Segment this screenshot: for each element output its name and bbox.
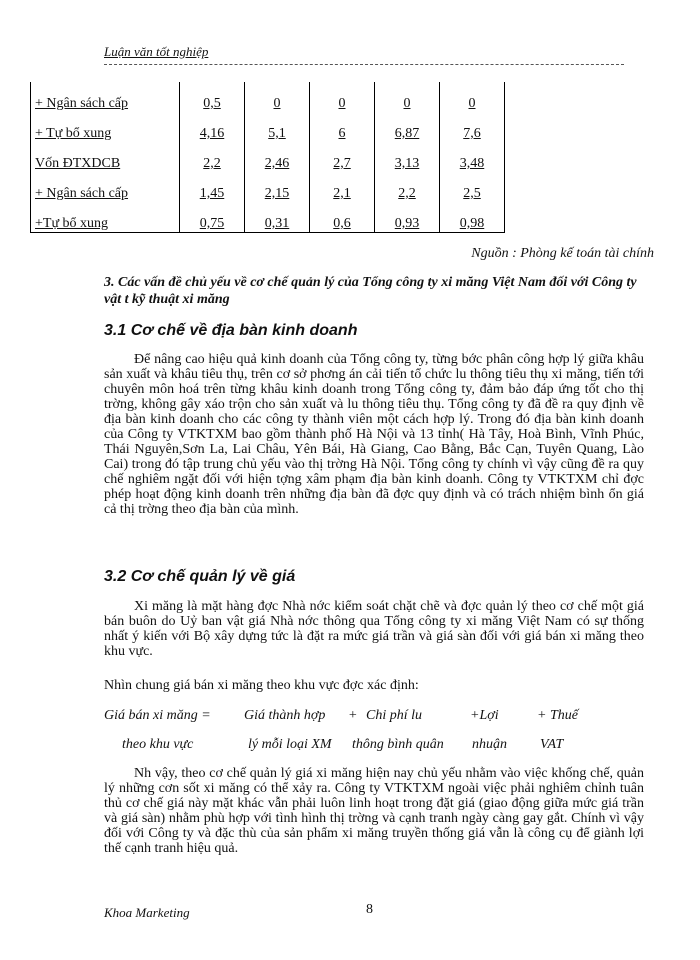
table-row bbox=[31, 112, 505, 142]
table-cell: 0 bbox=[375, 82, 440, 112]
finance-table bbox=[30, 82, 505, 233]
page-number: 8 bbox=[366, 902, 373, 917]
formula-term-3a: +Lợi bbox=[470, 708, 499, 723]
section-3-2-heading: 3.2 Cơ chế quản lý về giá bbox=[104, 568, 296, 585]
formula-plus-1: + bbox=[348, 708, 358, 723]
table-cell: 1,45 bbox=[180, 172, 245, 202]
section-3-1-heading: 3.1 Cơ chế về địa bàn kinh doanh bbox=[104, 322, 358, 339]
header-title: Luận văn tốt nghiệp bbox=[104, 44, 209, 59]
formula-left-1: Giá bán xi măng = bbox=[104, 708, 211, 723]
table-cell: 3,13 bbox=[375, 142, 440, 172]
table-cell: 2,1 bbox=[310, 172, 375, 202]
section-3-title: 3. Các vấn đề chủ yếu về cơ chế quản lý của Tổng công ty xi măng Việt Nam đối với Công ty vật t kỹ thuật xi măng bbox=[104, 275, 637, 307]
row-label: + Ngân sách cấp bbox=[31, 82, 180, 112]
table-cell: 0,75 bbox=[180, 202, 245, 233]
formula-term-2b: thông bình quân bbox=[352, 737, 444, 752]
footer-faculty: Khoa Marketing bbox=[104, 905, 190, 920]
table-cell: 2,7 bbox=[310, 142, 375, 172]
table-cell: 0,98 bbox=[440, 202, 505, 233]
table-cell: 2,15 bbox=[245, 172, 310, 202]
row-label: + Ngân sách cấp bbox=[31, 172, 180, 202]
section-3-2-paragraph-3: Nh vậy, theo cơ chế quản lý giá xi măng hiện nay chủ yếu nhằm vào việc khống chế, quản lý những cơn sốt xi măng có thể xảy ra. Công ty VTKTXM ngoài việc phải nghiêm chỉnh tuân thủ cơ chế giá này mặt khác vẫn phải luôn linh hoạt trong đặt giá (giao động giữa mức giá trần và giá sàn) nhằm phù hợp với tình hình thị trờng và cạnh tranh ngày càng gay gắt. Chính vì vậy đối với Công ty và đặc thù của sản phẩm xi măng truyền thống giá vẫn là công cụ để giành lợi thế cạnh tranh hiệu quả. bbox=[104, 766, 644, 856]
formula-term-4b: VAT bbox=[540, 737, 564, 752]
header-rule bbox=[104, 64, 624, 65]
table-cell: 2,2 bbox=[180, 142, 245, 172]
section-3-2-paragraph-1: Xi măng là mặt hàng đợc Nhà nớc kiểm soát chặt chẽ và đợc quản lý theo cơ chế một giá bán buôn do Uỷ ban vật giá Nhà nớc thông qua Tổng công ty xi măng Việt Nam có sự thống nhất ý kiến với Bộ xây dựng tức là đặt ra mức giá trần và giá sàn đối với giá bán xi măng theo khu vực. bbox=[104, 599, 644, 659]
table-cell: 2,2 bbox=[375, 172, 440, 202]
table-cell: 4,16 bbox=[180, 112, 245, 142]
formula-term-2a: Chi phí lu bbox=[366, 708, 423, 723]
formula-left-2: theo khu vực bbox=[122, 737, 194, 752]
formula-term-1b: lý mỗi loại XM bbox=[248, 737, 332, 752]
formula-term-3b: nhuận bbox=[472, 737, 507, 752]
table-cell: 3,48 bbox=[440, 142, 505, 172]
section-3-2-paragraph-2: Nhìn chung giá bán xi măng theo khu vực đợc xác định: bbox=[104, 678, 419, 693]
row-label: +Tự bổ xung bbox=[31, 202, 180, 233]
formula-term-4a: + Thuế bbox=[537, 708, 578, 723]
table-cell: 0 bbox=[440, 82, 505, 112]
table-row bbox=[31, 142, 505, 172]
table-row bbox=[31, 172, 505, 202]
table-cell: 0,93 bbox=[375, 202, 440, 233]
table-cell: 2,5 bbox=[440, 172, 505, 202]
section-3-1-paragraph: Để nâng cao hiệu quả kinh doanh của Tổng công ty, từng bớc phân công hợp lý giữa khâu sản xuất và khâu tiêu thụ, trên cơ sở phơng án cải tiến tổ chức lu thông tiêu thụ xi măng, tiến tới chuyên môn hoá trên từng khâu kinh doanh trong Tổng công ty, đảm bảo đáp ứng tốt cho thị trờng, không gây xáo trộn cho sản xuất và lu thông tiêu thụ. Tổng công ty đã đề ra quy định về địa bàn kinh doanh cho các công ty thành viên một cách hợp lý. Trong đó địa bàn kinh doanh của Công ty VTKTXM bao gồm thành phố Hà Nội và 13 tỉnh( Hà Tây, Hoà Bình, Vĩnh Phúc, Thái Nguyên,Sơn La, Lai Châu, Yên Bái, Hà Giang, Cao Bằng, Bắc Cạn, Tuyên Quang, Lào Cai) trong đó tập trung chủ yếu vào thị trờng Hà Nội. Tổng công ty chính vì vậy cũng đề ra quy chế nghiêm ngặt đối với hiện tợng xâm phạm địa bàn kinh doanh. Công ty VTKTXM chỉ đợc phép hoạt động kinh doanh trên những địa bàn đã đợc quy định và có trách nhiệm bình ổn giá cả thị trờng theo địa bàn của mình. bbox=[104, 352, 644, 517]
table-cell: 0 bbox=[245, 82, 310, 112]
row-label: + Tự bổ xung bbox=[31, 112, 180, 142]
source-note: Nguồn : Phòng kế toán tài chính bbox=[471, 246, 654, 261]
table-cell: 0 bbox=[310, 82, 375, 112]
table-cell: 5,1 bbox=[245, 112, 310, 142]
formula-term-1a: Giá thành hợp bbox=[244, 708, 326, 723]
table-cell: 7,6 bbox=[440, 112, 505, 142]
row-label: Vốn ĐTXDCB bbox=[31, 142, 180, 172]
table-cell: 6,87 bbox=[375, 112, 440, 142]
table-cell: 0,5 bbox=[180, 82, 245, 112]
table-row bbox=[31, 202, 505, 233]
table-cell: 0,31 bbox=[245, 202, 310, 233]
table-cell: 0,6 bbox=[310, 202, 375, 233]
table-cell: 2,46 bbox=[245, 142, 310, 172]
table-row bbox=[31, 82, 505, 112]
table-cell: 6 bbox=[310, 112, 375, 142]
